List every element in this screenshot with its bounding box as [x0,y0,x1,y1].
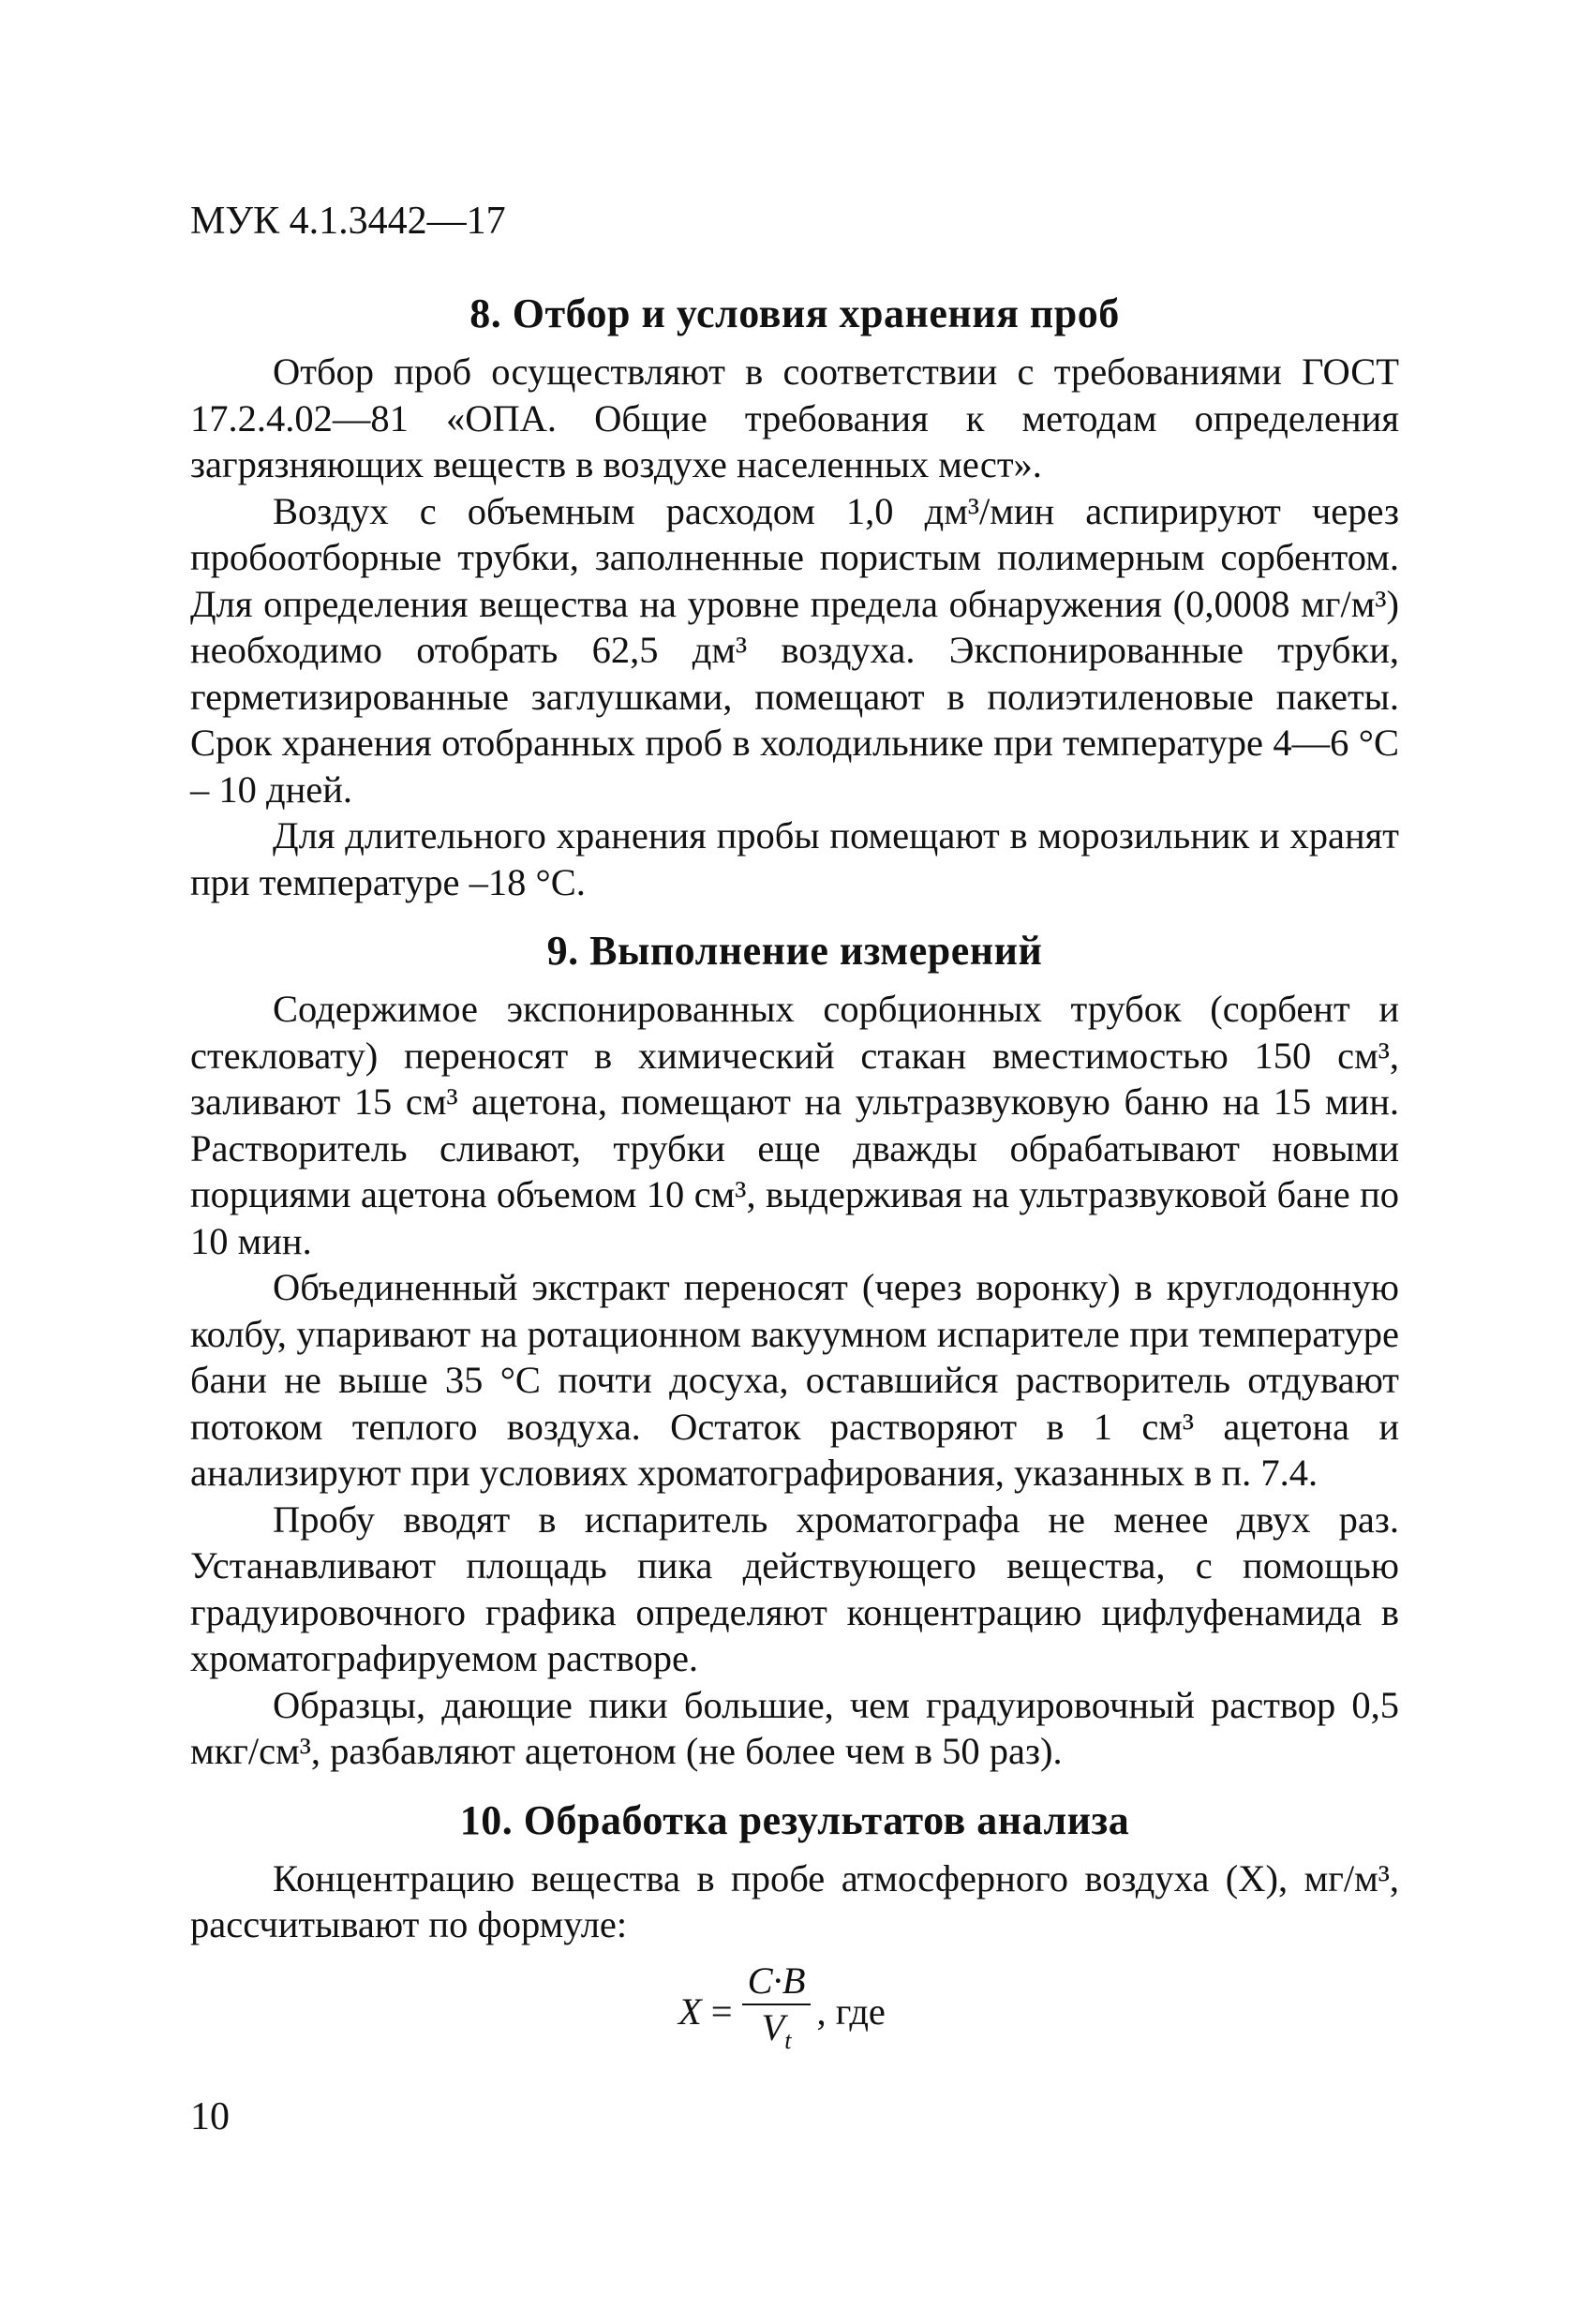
page-body [190,289,1399,2068]
formula-numerator: C·B [742,1960,812,2005]
section-9-title: 9. Выполнение измерений [546,928,1043,974]
section-8-paragraph-3: Для длительного хранения пробы помещают в морозильник и хранят при температуре –18 °С. [190,814,1399,903]
section-9-paragraph-2: Объединенный экстракт переносят (через воронку) в круглодонную колбу, упаривают на ротационном вакуумном испарителе при температуре бани не выше 35 °С почти досуха, оставшийся растворитель отдувают потоком теплого воздуха. Остаток растворяют в 1 см³ ацетона и анализируют при условиях хроматографирования, указанных в п. 7.4. [190,1266,1399,1494]
formula-equals: = [710,1990,733,2033]
section-9-paragraph-4: Образцы, дающие пики большие, чем градуировочный раствор 0,5 мкг/см³, разбавляют ацетоном (не более чем в 50 раз). [190,1683,1399,1772]
section-8-paragraph-2: Воздух с объемным расходом 1,0 дм³/мин аспирируют через пробоотборные трубки, заполненные пористым полимерным сорбентом. Для определения вещества на уровне предела обнаружения (0,0008 мг/м³) необходимо отобрать 62,5 дм³ воздуха. Экспонированные трубки, герметизированные заглушками, помещают в полиэтиленовые пакеты. Срок хранения отобранных проб в холодильнике при температуре 4—6 °С – 10 дней. [190,489,1399,811]
formula-fraction [742,1960,812,2062]
page-number: 10 [190,2095,230,2138]
formula-suffix: , где [816,1990,886,2033]
section-10-title: 10. Обработка результатов анализа [459,1796,1130,1843]
section-8-paragraph-1: Отбор проб осуществляют в соответствии с требованиями ГОСТ 17.2.4.02—81 «ОПА. Общие требования к методам определения загрязняющих веществ в воздухе населенных мест». [190,350,1399,485]
formula-lhs: X [678,1990,702,2033]
formula-denominator [762,2005,792,2062]
section-8-title: 8. Отбор и условия хранения проб [469,290,1120,336]
formula-denominator-sub: t [784,2027,792,2055]
section-10-paragraph-1: Концентрацию вещества в пробе атмосферного воздуха (X), мг/м³, рассчитывают по формуле: [190,1856,1399,1945]
document-code: МУК 4.1.3442—17 [190,200,506,243]
formula-denominator-base: V [761,2006,785,2049]
section-9-paragraph-1: Содержимое экспонированных сорбционных трубок (сорбент и стекловату) переносят в химический стакан вместимостью 150 см³, заливают 15 см³ ацетона, помещают на ультразвуковую баню на 15 мин. Растворитель сливают, трубки еще дважды обрабатывают новыми порциями ацетона объемом 10 см³, выдерживая на ультразвуковой бане по 10 мин. [190,988,1399,1262]
concentration-formula [190,1956,1399,2068]
section-9-paragraph-3: Пробу вводят в испаритель хроматографа не менее двух раз. Устанавливают площадь пика действующего вещества, с помощью градуировочного графика определяют концентрацию цифлуфенамида в хроматографируемом растворе. [190,1497,1399,1679]
